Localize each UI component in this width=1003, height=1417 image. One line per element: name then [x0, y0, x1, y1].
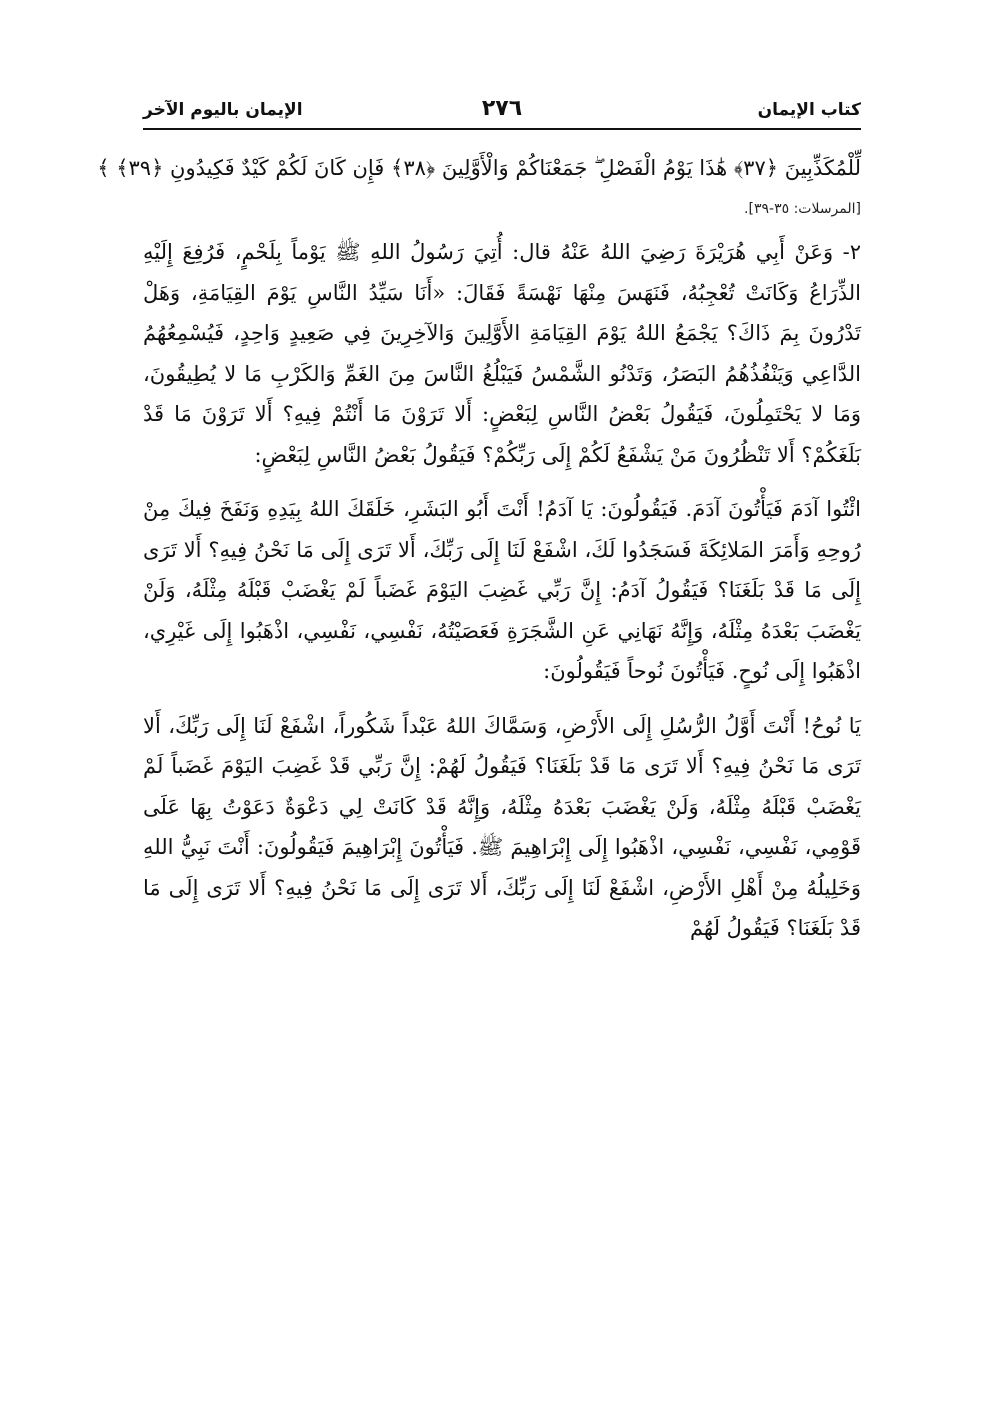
header-divider: [143, 128, 861, 130]
page-body: [97, 140, 861, 963]
hadith-paragraph: يَا نُوحُ! أَنْتَ أَوَّلُ الرُّسُلِ إِلَى الأَرْضِ، وَسَمَّاكَ اللهُ عَبْداً شَكُوراً، اشْفَعْ لَنَا إِلَى رَبِّكَ، أَلا تَرَى مَا نَحْنُ فِيهِ؟ أَلا تَرَى مَا قَدْ بَلَغَنَا؟ فَيَقُولُ لَهُمْ: إِنَّ رَبِّي قَدْ غَضِبَ اليَوْمَ غَضَباً لَمْ يَغْضَبْ قَبْلَهُ مِثْلَهُ، وَلَنْ يَغْضَبَ بَعْدَهُ مِثْلَهُ، وَإِنَّهُ قَدْ كَانَتْ لِي دَعْوَةٌ دَعَوْتُ بِهَا عَلَى قَوْمِي، نَفْسِي، نَفْسِي، اذْهَبُوا إِلَى إِبْرَاهِيمَ ﷺ. فَيَأْتُونَ إِبْرَاهِيمَ فَيَقُولُونَ: أَنْتَ نَبِيُّ اللهِ وَخَلِيلُهُ مِنْ أَهْلِ الأَرْضِ، اشْفَعْ لَنَا إِلَى رَبِّكَ، أَلا تَرَى إِلَى مَا نَحْنُ فِيهِ؟ أَلا تَرَى إِلَى مَا قَدْ بَلَغَنَا؟ فَيَقُولُ لَهُمْ: [143, 713, 861, 940]
hadith-paragraph: ٢- وَعَنْ أَبِي هُرَيْرَةَ رَضِيَ اللهُ عَنْهُ قال: أُتِيَ رَسُولُ اللهِ ﷺ يَوْماً بِلَحْمٍ، فَرُفِعَ إِلَيْهِ الذِّرَاعُ وَكَانَتْ تُعْجِبُهُ، فَنَهَسَ مِنْهَا نَهْسَةً فَقَالَ: «أَنَا سَيِّدُ النَّاسِ يَوْمَ القِيَامَةِ، وَهَلْ تَدْرُونَ بِمَ ذَاكَ؟ يَجْمَعُ اللهُ يَوْمَ القِيَامَةِ الأَوَّلِينَ وَالآخِرِينَ فِي صَعِيدٍ وَاحِدٍ، فَيُسْمِعُهُمُ الدَّاعِي وَيَنْفُذُهُمُ البَصَرُ، وَتَدْنُو الشَّمْسُ فَيَبْلُغُ النَّاسَ مِنَ الغَمِّ وَالكَرْبِ مَا لا يُطِيقُونَ، وَمَا لا يَحْتَمِلُونَ، فَيَقُولُ بَعْضُ النَّاسِ لِبَعْضٍ: أَلا تَرَوْنَ مَا أَنْتُمْ فِيهِ؟ أَلا تَرَوْنَ مَا قَدْ بَلَغَكُمْ؟ أَلا تَنْظُرُونَ مَنْ يَشْفَعُ لَكُمْ إِلَى رَبِّكُمْ؟ فَيَقُولُ بَعْضُ النَّاسِ لِبَعْضٍ:: [143, 240, 861, 467]
verse-citation: [المرسلات: ٣٥-٣٩].: [744, 201, 861, 217]
page-number: ٢٧٦: [481, 96, 523, 121]
hadith-paragraph: ائْتُوا آدَمَ فَيَأْتُونَ آدَمَ. فَيَقُولُونَ: يَا آدَمُ! أَنْتَ أَبُو البَشَرِ، خَلَقَكَ اللهُ بِيَدِهِ وَنَفَخَ فِيكَ مِنْ رُوحِهِ وَأَمَرَ المَلائِكَةَ فَسَجَدُوا لَكَ، اشْفَعْ لَنَا إِلَى رَبِّكَ، أَلا تَرَى إِلَى مَا نَحْنُ فِيهِ؟ أَلا تَرَى إِلَى مَا قَدْ بَلَغَنَا؟ فَيَقُولُ آدَمُ: إِنَّ رَبِّي غَضِبَ اليَوْمَ غَضَباً لَمْ يَغْضَبْ قَبْلَهُ مِثْلَهُ، وَلَنْ يَغْضَبَ بَعْدَهُ مِثْلَهُ، وَإِنَّهُ نَهَانِي عَنِ الشَّجَرَةِ فَعَصَيْتُهُ، نَفْسِي، نَفْسِي، اذْهَبُوا إِلَى غَيْرِي، اذْهَبُوا إِلَى نُوحٍ. فَيَأْتُونَ نُوحاً فَيَقُولُونَ:: [143, 497, 861, 683]
chapter-title: الإيمان باليوم الآخر: [143, 100, 303, 120]
quran-verse: لِّلْمُكَذِّبِينَ ﴿٣٧﴾ هَٰذَا يَوْمُ الْفَصْلِ ۖ جَمَعْنَاكُمْ وَالْأَوَّلِينَ ﴿٣٨﴾ فَإِن كَانَ لَكُمْ كَيْدٌ فَكِيدُونِ ﴿٣٩﴾ ﴾: [97, 156, 861, 180]
book-title: كتاب الإيمان: [757, 100, 861, 120]
page-header: [143, 96, 861, 130]
